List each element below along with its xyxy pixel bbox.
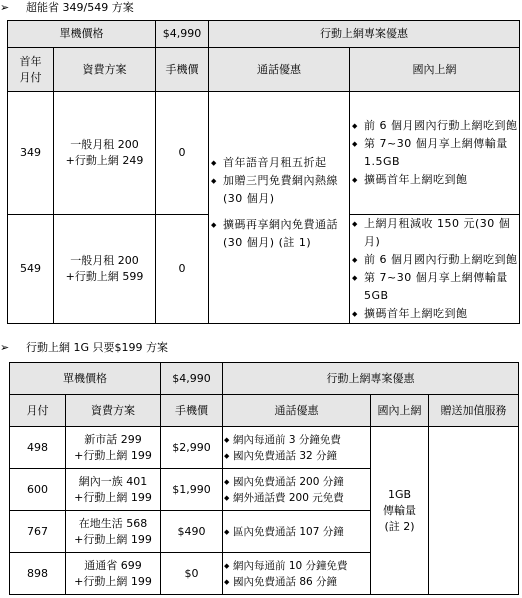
call-offer-item: ◆ 國內免費通話 86 分鐘	[223, 574, 370, 590]
domestic-data-cell: 1GB 傳輸量 (註 2)	[371, 427, 429, 595]
plan-cell: 新市話 299 +行動上網 199	[66, 427, 161, 469]
monthly-fee-header: 首年 月付	[8, 48, 54, 92]
call-offer-shared-item: ◆ 擴碼再享網內免費通話(30 個月) (註 1)	[209, 216, 349, 252]
section2-table	[9, 362, 519, 595]
fee-cell: 600	[10, 469, 66, 511]
call-offer-cell	[223, 511, 371, 553]
domestic-data-cell	[350, 92, 520, 215]
offer-header: 行動上網專案優惠	[223, 363, 519, 395]
call-offer-item: ◆ 網內每通前 10 分鐘免費	[223, 558, 370, 574]
plan-cell: 一般月租 200 +行動上網 249	[54, 92, 156, 215]
phone-price-cell: $0	[161, 553, 223, 595]
section2-title-text: 行動上網 1G 只要$199 方案	[26, 341, 169, 354]
call-offer-cell	[223, 469, 371, 511]
fee-cell: 498	[10, 427, 66, 469]
phone-price-header: 手機價	[156, 48, 209, 92]
call-offer-cell	[223, 553, 371, 595]
plan-header: 資費方案	[54, 48, 156, 92]
domestic-data-item: ◆ 上網月租減收 150 元(30 個月)	[350, 215, 519, 251]
arrow-bullet-icon: ➢	[0, 341, 10, 354]
domestic-data-item: ◆ 前 6 個月國內行動上網吃到飽	[350, 117, 519, 135]
call-offer-list	[209, 154, 349, 208]
plan-cell: 一般月租 200 +行動上網 599	[54, 215, 156, 324]
monthly-fee-header: 月付	[10, 395, 66, 427]
plan-cell: 通通省 699 +行動上網 199	[66, 553, 161, 595]
call-offer-list	[223, 474, 370, 506]
call-offer-item: ◆ 國內免費通話 200 分鐘	[223, 474, 370, 490]
unit-price-header: 單機價格	[10, 363, 161, 395]
price-header: $4,990	[156, 21, 209, 48]
call-offer-item: ◆ 網內每通前 3 分鐘免費	[223, 432, 370, 448]
plan-header: 資費方案	[66, 395, 161, 427]
domestic-data-list	[350, 117, 519, 189]
phone-price-cell: 0	[156, 92, 209, 215]
call-offer-item: ◆ 區內免費通話 107 分鐘	[223, 524, 370, 540]
offer-header: 行動上網專案優惠	[209, 21, 520, 48]
arrow-bullet-icon: ➢	[0, 1, 10, 14]
plan-cell: 在地生活 568 +行動上網 199	[66, 511, 161, 553]
phone-price-cell: $490	[161, 511, 223, 553]
fee-cell: 898	[10, 553, 66, 595]
domestic-data-list	[350, 215, 519, 323]
section1-title-text: 超能省 349/549 方案	[26, 1, 134, 14]
section1-table	[7, 20, 520, 324]
call-offer-shared-list	[209, 216, 349, 252]
call-offer-header: 通話優惠	[223, 395, 371, 427]
call-offer-item: ◆ 網外通話費 200 元免費	[223, 490, 370, 506]
call-offer-header: 通話優惠	[209, 48, 350, 92]
domestic-data-item: ◆ 前 6 個月國內行動上網吃到飽	[350, 251, 519, 269]
value-added-cell	[429, 427, 519, 595]
plan-cell: 網內一族 401 +行動上網 199	[66, 469, 161, 511]
unit-price-header: 單機價格	[8, 21, 156, 48]
domestic-data-cell	[350, 215, 520, 324]
call-offer-list	[223, 524, 370, 540]
domestic-data-item: ◆ 第 7~30 個月享上網傳輸量 1.5GB	[350, 135, 519, 171]
fee-cell: 349	[8, 92, 54, 215]
call-offer-item: ◆ 首年語音月租五折起	[209, 154, 349, 172]
phone-price-header: 手機價	[161, 395, 223, 427]
phone-price-cell: $1,990	[161, 469, 223, 511]
fee-cell: 549	[8, 215, 54, 324]
fee-cell: 767	[10, 511, 66, 553]
call-offer-item: ◆ 加贈三門免費網內熱線(30 個月)	[209, 172, 349, 208]
call-offer-cell	[223, 427, 371, 469]
phone-price-cell: $2,990	[161, 427, 223, 469]
domestic-data-header: 國內上網	[350, 48, 520, 92]
section2-title	[0, 340, 168, 356]
section1-title	[0, 0, 134, 16]
domestic-data-header: 國內上網	[371, 395, 429, 427]
call-offer-item: ◆ 國內免費通話 32 分鐘	[223, 448, 370, 464]
value-added-header: 贈送加值服務	[429, 395, 519, 427]
price-header: $4,990	[161, 363, 223, 395]
call-offer-list	[223, 558, 370, 590]
domestic-data-item: ◆ 擴碼首年上網吃到飽	[350, 305, 519, 323]
domestic-data-item: ◆ 擴碼首年上網吃到飽	[350, 171, 519, 189]
phone-price-cell: 0	[156, 215, 209, 324]
call-offer-cell	[209, 92, 350, 324]
call-offer-list	[223, 432, 370, 464]
domestic-data-item: ◆ 第 7~30 個月享上網傳輸量 5GB	[350, 269, 519, 305]
